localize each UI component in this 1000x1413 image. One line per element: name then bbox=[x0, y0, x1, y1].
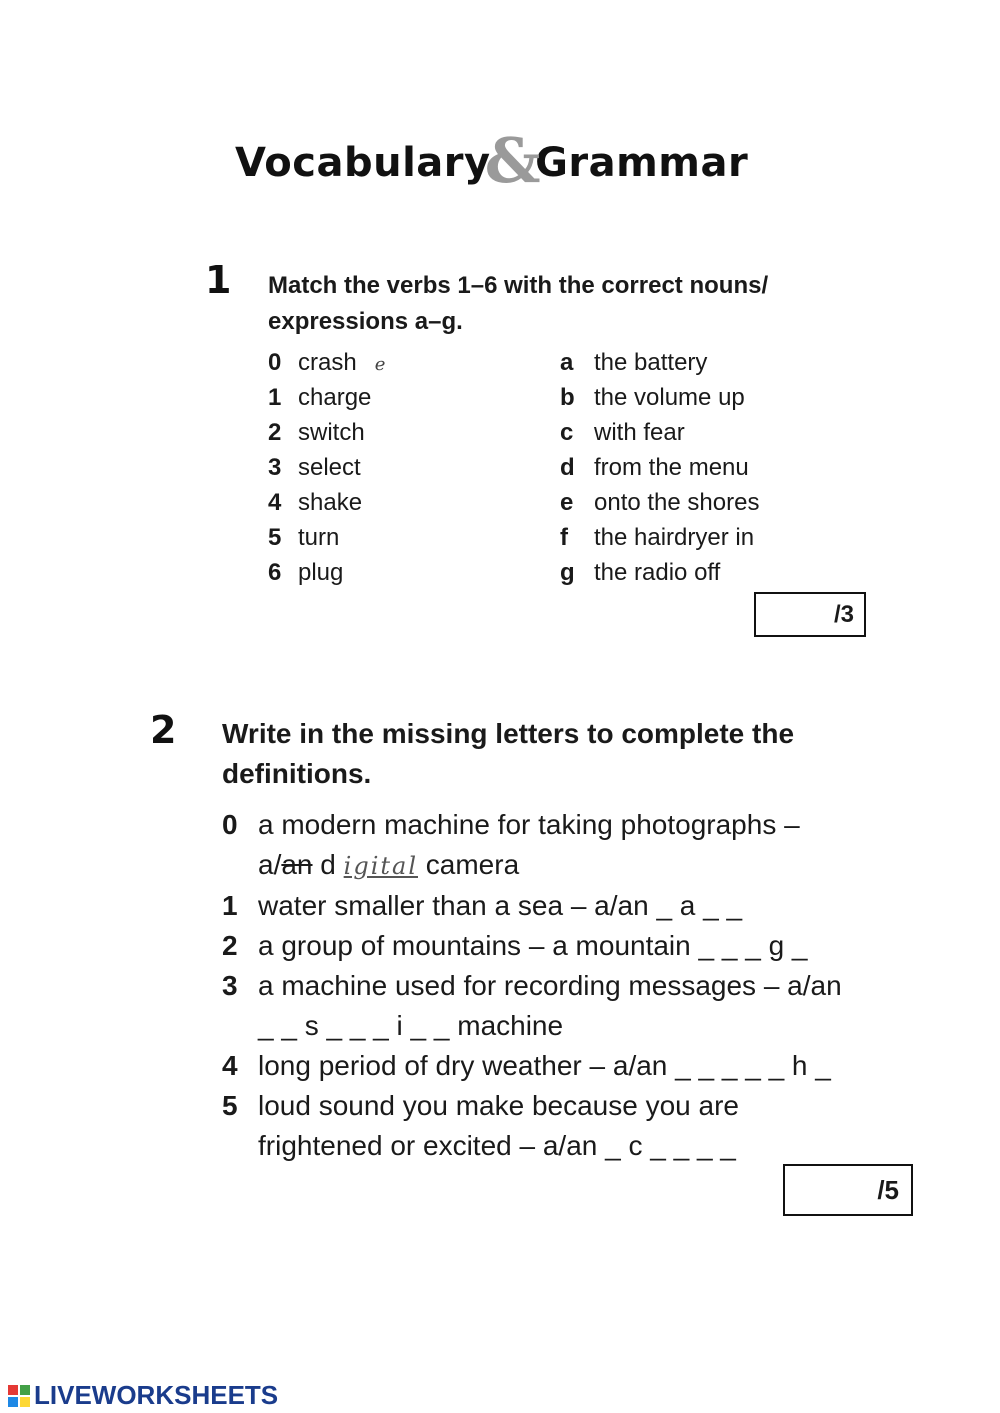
definition-number: 0 bbox=[222, 809, 238, 840]
verb-item bbox=[268, 485, 385, 520]
verb-word: plug bbox=[298, 559, 344, 586]
definition-text[interactable]: long period of dry weather – a/an _ _ _ _ _ h _ bbox=[258, 1050, 831, 1081]
noun-text: from the menu bbox=[594, 454, 749, 481]
definition-text[interactable]: a group of mountains – a mountain _ _ _ g _ bbox=[258, 930, 808, 961]
noun-letter: b bbox=[560, 384, 575, 411]
section-1-instruction: Match the verbs 1–6 with the correct nouns/ expressions a–g. bbox=[268, 272, 769, 335]
definition-item-line2 bbox=[222, 845, 842, 886]
verb-number: 4 bbox=[268, 489, 282, 516]
example-answer: igital bbox=[343, 852, 418, 880]
verb-word: crash bbox=[298, 349, 357, 376]
noun-item bbox=[560, 345, 759, 380]
noun-item bbox=[560, 485, 759, 520]
definition-text: a modern machine for taking photographs – bbox=[258, 809, 800, 840]
noun-item bbox=[560, 450, 759, 485]
definition-item bbox=[222, 805, 842, 845]
verb-item bbox=[268, 380, 385, 415]
definition-item bbox=[222, 1046, 842, 1086]
logo-square bbox=[20, 1385, 30, 1395]
liveworksheets-logo-icon bbox=[8, 1385, 30, 1407]
definition-text: camera bbox=[418, 849, 520, 880]
definition-text: a machine used for recording messages – a/an bbox=[258, 970, 842, 1001]
verb-word: select bbox=[298, 454, 361, 481]
given-letter: d bbox=[312, 849, 336, 880]
verb-number: 6 bbox=[268, 559, 282, 586]
verb-word: charge bbox=[298, 384, 372, 411]
verb-item bbox=[268, 450, 385, 485]
article-text: a/ bbox=[258, 849, 282, 880]
noun-text: with fear bbox=[594, 419, 685, 446]
noun-text: the battery bbox=[594, 349, 708, 376]
definition-number: 1 bbox=[222, 890, 238, 921]
verb-number: 0 bbox=[268, 349, 282, 376]
nouns-list bbox=[560, 345, 759, 590]
verbs-list bbox=[268, 345, 385, 590]
section-2-instruction: Write in the missing letters to complete the definitions. bbox=[222, 718, 795, 789]
verb-number: 5 bbox=[268, 524, 282, 551]
definition-number: 3 bbox=[222, 970, 238, 1001]
logo-square bbox=[20, 1397, 30, 1407]
logo-square bbox=[8, 1385, 18, 1395]
title-grammar: Grammar bbox=[535, 140, 749, 186]
verb-number: 3 bbox=[268, 454, 282, 481]
title-vocabulary: Vocabulary bbox=[235, 140, 491, 186]
struck-article: an bbox=[281, 849, 313, 880]
logo-square bbox=[8, 1397, 18, 1407]
noun-item bbox=[560, 380, 759, 415]
definition-item bbox=[222, 1086, 842, 1126]
score-total: /3 bbox=[833, 601, 854, 628]
definition-text[interactable]: frightened or excited – a/an _ c _ _ _ _ bbox=[258, 1130, 736, 1161]
verb-item bbox=[268, 345, 385, 380]
noun-letter: g bbox=[560, 559, 575, 586]
noun-letter: d bbox=[560, 454, 575, 481]
noun-text: the volume up bbox=[594, 384, 745, 411]
verb-number: 1 bbox=[268, 384, 282, 411]
noun-item bbox=[560, 415, 759, 450]
verb-word: shake bbox=[298, 489, 363, 516]
definition-number: 2 bbox=[222, 930, 238, 961]
verb-word: turn bbox=[298, 524, 340, 551]
definition-item bbox=[222, 966, 842, 1006]
definition-text: loud sound you make because you are bbox=[258, 1090, 739, 1121]
section-2-number: 2 bbox=[150, 708, 177, 752]
score-box-section-1[interactable] bbox=[754, 592, 866, 637]
noun-letter: c bbox=[560, 419, 574, 446]
noun-letter: e bbox=[560, 489, 574, 516]
verb-number: 2 bbox=[268, 419, 282, 446]
definition-text[interactable]: _ _ s _ _ _ i _ _ machine bbox=[258, 1010, 564, 1041]
noun-item bbox=[560, 520, 759, 555]
section-1-number: 1 bbox=[205, 258, 232, 302]
answer-box[interactable]: e bbox=[374, 354, 386, 375]
verb-word: switch bbox=[298, 419, 365, 446]
verb-item bbox=[268, 520, 385, 555]
score-box-section-2[interactable] bbox=[783, 1164, 913, 1216]
verb-item bbox=[268, 415, 385, 450]
noun-item bbox=[560, 555, 759, 590]
definition-text[interactable]: water smaller than a sea – a/an _ a _ _ bbox=[258, 890, 743, 921]
definition-item-line2 bbox=[222, 1006, 842, 1046]
definition-item-line2 bbox=[222, 1126, 842, 1166]
noun-letter: f bbox=[560, 524, 568, 551]
definition-item bbox=[222, 926, 842, 966]
page-title bbox=[235, 118, 749, 197]
footer-brand bbox=[8, 1380, 278, 1411]
brand-name: LIVEWORKSHEETS bbox=[34, 1380, 279, 1410]
score-total: /5 bbox=[877, 1175, 899, 1205]
verb-item bbox=[268, 555, 385, 590]
noun-text: onto the shores bbox=[594, 489, 760, 516]
noun-text: the radio off bbox=[594, 559, 721, 586]
title-ampersand: & bbox=[484, 124, 542, 197]
definition-number: 5 bbox=[222, 1090, 238, 1121]
definition-number: 4 bbox=[222, 1050, 238, 1081]
definitions-list bbox=[222, 805, 842, 1166]
noun-letter: a bbox=[560, 349, 574, 376]
noun-text: the hairdryer in bbox=[594, 524, 755, 551]
definition-item bbox=[222, 886, 842, 926]
